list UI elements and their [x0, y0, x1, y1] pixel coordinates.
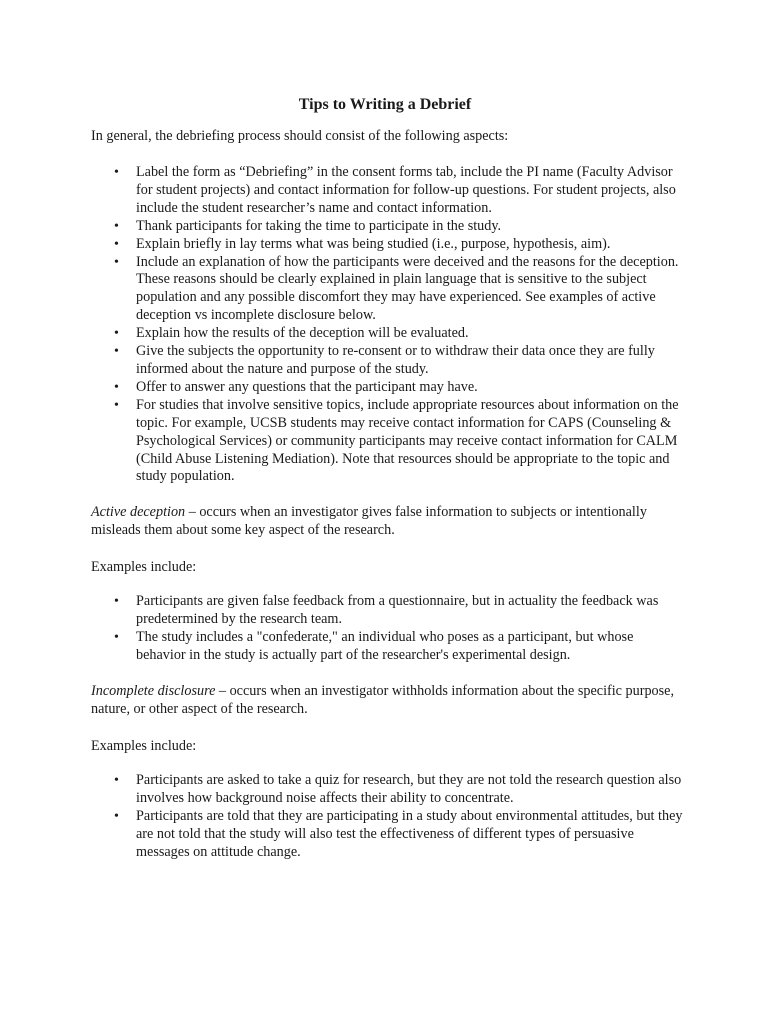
- list-item: • Label the form as “Debriefing” in the consent forms tab, include the PI name (Faculty Advisor for student projects) and contact information for follow-up questions. For student projects, also include the student researcher’s name and contact information.: [114, 164, 676, 216]
- active-examples-list: [0, 593, 770, 665]
- document-title: Tips to Writing a Debrief: [298, 96, 472, 113]
- bullet-icon: •: [114, 254, 119, 270]
- list-item: • Offer to answer any questions that the participant may have.: [114, 378, 478, 395]
- incomplete-disclosure-definition: Incomplete disclosure – occurs when an investigator withholds information about the specific purpose, nature, or other aspect of the research.: [91, 683, 674, 717]
- active-deception-term: Active deception: [91, 504, 186, 520]
- list-item: • Participants are told that they are participating in a study about environmental attitudes, but they are not told that the study will also test the effectiveness of different types of persuasive messages on attitude change.: [114, 807, 683, 860]
- bullet-icon: •: [114, 397, 119, 413]
- active-deception-definition: Active deception – occurs when an investigator gives false information to subjects or intentionally misleads them about some key aspect of the research.: [91, 504, 647, 538]
- bullet-icon: •: [114, 379, 119, 395]
- incomplete-disclosure-term: Incomplete disclosure: [91, 683, 216, 699]
- list-item: • Explain how the results of the deception will be evaluated.: [114, 325, 469, 342]
- bullet-icon: •: [114, 344, 119, 360]
- intro-paragraph: In general, the debriefing process should consist of the following aspects:: [91, 128, 509, 144]
- list-item: • The study includes a "confederate," an individual who poses as a participant, but whose behavior in the study is actually part of the researcher's experimental design.: [114, 628, 634, 663]
- bullet-icon: •: [114, 773, 119, 788]
- incomplete-examples-label: Examples include:: [91, 738, 197, 754]
- bullet-icon: •: [114, 629, 119, 645]
- list-item: • Participants are asked to take a quiz for research, but they are not told the research question also involves how background noise affects their ability to concentrate.: [114, 772, 682, 806]
- list-item: • Give the subjects the opportunity to re-consent or to withdraw their data once they are fully informed about the nature and purpose of the study.: [114, 343, 655, 377]
- bullet-icon: •: [114, 808, 119, 824]
- list-item: • For studies that involve sensitive topics, include appropriate resources about information on the topic. For example, UCSB students may receive contact information for CAPS (Counseling & Psychological Services) or community participants may receive contact information for CALM (Child Abuse Listening Mediation). Note that resources should be appropriate to the topic and study population.: [114, 396, 679, 485]
- bullet-icon: •: [114, 236, 119, 252]
- aspects-list: [0, 164, 770, 486]
- list-item: • Participants are given false feedback from a questionnaire, but in actuality the feedback was predetermined by the research team.: [114, 593, 659, 627]
- bullet-icon: •: [114, 165, 119, 180]
- active-examples-label: Examples include:: [91, 559, 197, 575]
- list-item: • Explain briefly in lay terms what was being studied (i.e., purpose, hypothesis, aim).: [114, 235, 611, 252]
- list-item: • Thank participants for taking the time to participate in the study.: [114, 217, 502, 234]
- bullet-icon: •: [114, 326, 119, 342]
- incomplete-examples-list: [0, 772, 770, 862]
- bullet-icon: •: [114, 594, 119, 609]
- list-item: • Include an explanation of how the participants were deceived and the reasons for the deception. These reasons should be clearly explained in plain language that is sensitive to the subject population and any possible discomfort they may have experienced. See examples of active deception vs incomplete disclosure below.: [114, 253, 679, 324]
- bullet-icon: •: [114, 218, 119, 234]
